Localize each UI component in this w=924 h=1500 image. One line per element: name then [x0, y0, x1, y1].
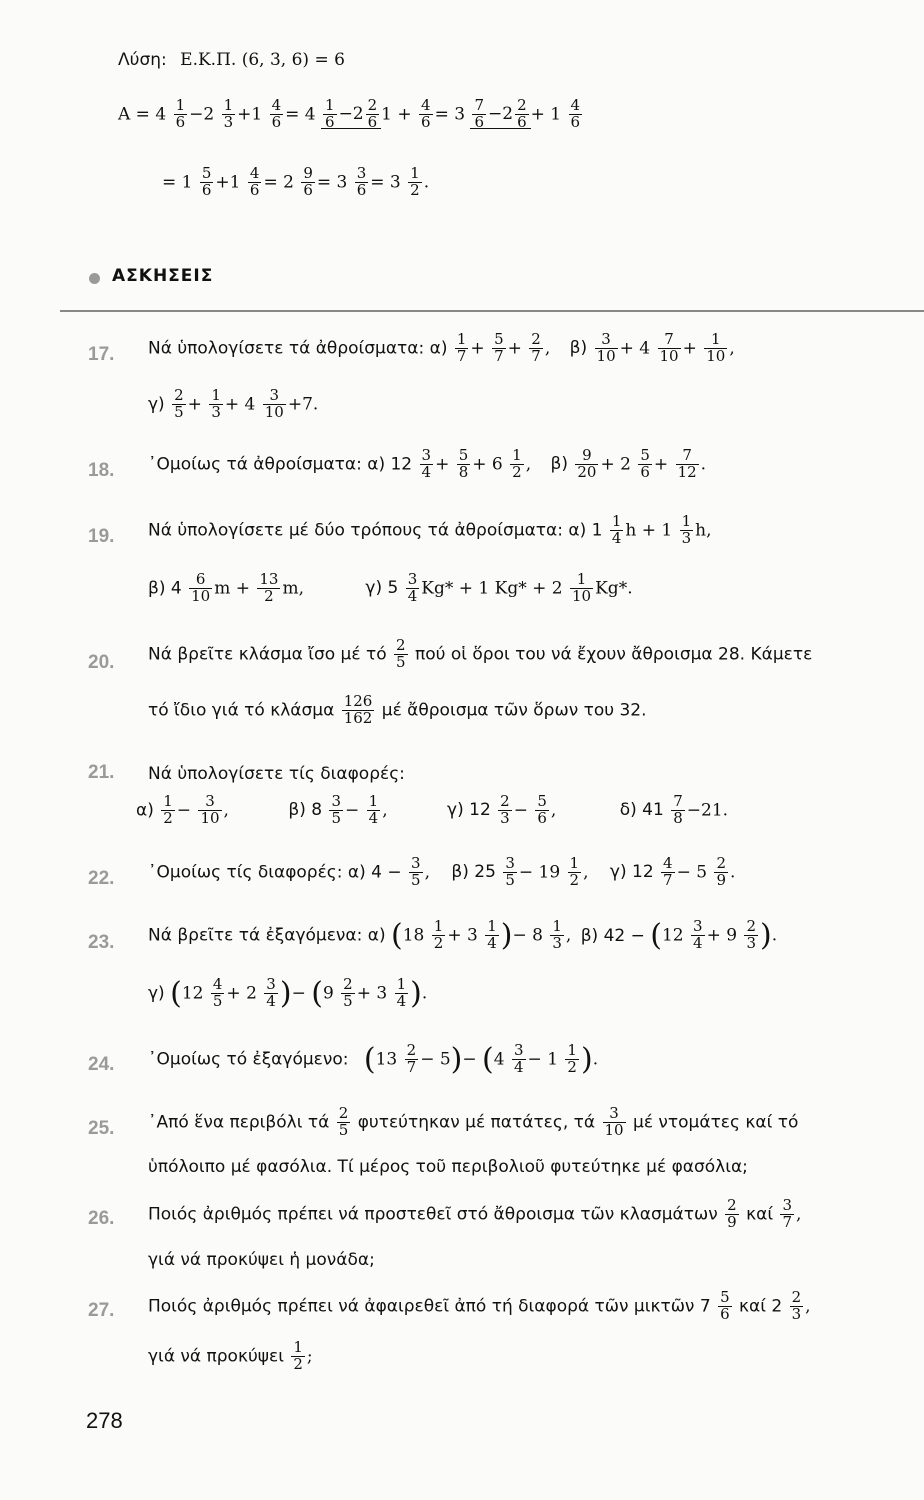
exercise-19-line-1: Νά ὑπολογίσετε μέ δύο τρόπους τά ἀθροίσματα: α) 1 $\frac{1}{4}$ h + 1 $\frac{1}{3}$ h,: [148, 512, 712, 547]
exercise-18-number: 18.: [88, 460, 115, 481]
solution-label: Λύση:: [118, 50, 167, 70]
exercise-24-line: ᾿Ομοίως τό ἐξαγόμενο: (13 $\frac{2}{7}$ − 5)− (4 $\frac{3}{4}$ − 1 $\frac{1}{2}$ ).: [148, 1041, 599, 1077]
lcm-text: Ε.Κ.Π. (6, 3, 6) = 6: [180, 50, 345, 70]
exercise-27-line-1: Ποιός ἀριθμός πρέπει νά ἀφαιρεθεῖ ἀπό τή διαφορά τῶν μικτῶν 7 $\frac{5}{6}$ καί 2 $\frac{2}{3}$ ,: [148, 1288, 811, 1323]
exercise-26-line-2: γιά νά προκύψει ἡ μονάδα;: [148, 1250, 375, 1270]
exercise-17-line-1: Νά ὑπολογίσετε τά ἀθροίσματα: α) $\frac{1}{7}$ + $\frac{5}{7}$ + $\frac{2}{7}$ , β) $\frac{3}{10}$ + 4 $\frac{7}{10}$ + $\frac{1}{10}$ ,: [148, 330, 735, 365]
page-number: 278: [86, 1408, 123, 1433]
exercise-24-number: 24.: [88, 1054, 115, 1075]
exercise-26-line-1: Ποιός ἀριθμός πρέπει νά προστεθεῖ στό ἄθροισμα τῶν κλασμάτων $\frac{2}{9}$ καί $\frac{3}{7}$ ,: [148, 1196, 802, 1231]
exercise-22-line: ᾿Ομοίως τίς διαφορές: α) 4 − $\frac{3}{5}$ , β) 25 $\frac{3}{5}$ − 19 $\frac{1}{2}$ , γ) 12 $\frac{4}{7}$ − 5 $\frac{2}{9}$ .: [148, 854, 736, 889]
exercise-26-number: 26.: [88, 1208, 115, 1229]
exercise-20-line-2: τό ἴδιο γιά τό κλάσμα $\frac{126}{162}$ μέ ἄθροισμα τῶν ὅρων του 32.: [148, 692, 647, 727]
exercise-25-line-2: ὑπόλοιπο μέ φασόλια. Τί μέρος τοῦ περιβολιοῦ φυτεύτηκε μέ φασόλια;: [148, 1157, 748, 1177]
exercise-22-number: 22.: [88, 868, 115, 889]
exercise-20-line-1: Νά βρεῖτε κλάσμα ἴσο μέ τό $\frac{2}{5}$ πού οἱ ὅροι του νά ἔχουν ἄθροισμα 28. Κάμετε: [148, 636, 813, 671]
exercise-23-number: 23.: [88, 932, 115, 953]
exercise-21-line-2: α) $\frac{1}{2}$ − $\frac{3}{10}$ , β) 8 $\frac{3}{5}$ − $\frac{1}{4}$ , γ) 12 $\frac{2}{3}$ − $\frac{5}{6}$ , δ) 41 $\frac{7}{8}$ −21.: [136, 792, 729, 827]
exercise-20-number: 20.: [88, 652, 115, 673]
exercise-18-line: ᾿Ομοίως τά ἀθροίσματα: α) 12 $\frac{3}{4}$ + $\frac{5}{8}$ + 6 $\frac{1}{2}$ , β) $\frac{9}{20}$ + 2 $\frac{5}{6}$ + $\frac{7}{12}$ .: [148, 446, 707, 481]
exercise-27-number: 27.: [88, 1300, 115, 1321]
exercise-17-line-2: γ) $\frac{2}{5}$ + $\frac{1}{3}$ + 4 $\frac{3}{10}$ +7.: [148, 386, 319, 421]
exercise-17-number: 17.: [88, 344, 115, 365]
exercise-25-number: 25.: [88, 1118, 115, 1139]
section-bullet-icon: [89, 273, 100, 284]
exercise-19-line-2: β) 4 $\frac{6}{10}$ m + $\frac{13}{2}$ m, γ) 5 $\frac{3}{4}$ Kg* + 1 Kg* + 2 $\frac{1}{10}$ Kg*.: [148, 570, 633, 605]
exercise-23-line-1: Νά βρεῖτε τά ἐξαγόμενα: α) (18 $\frac{1}{2}$ + 3 $\frac{1}{4}$ )− 8 $\frac{1}{3}$ , β) 42 − (12 $\frac{3}{4}$ + 9 $\frac{2}{3}$ ).: [148, 917, 778, 953]
section-title: ΑΣΚΗΣΕΙΣ: [112, 266, 214, 286]
exercise-21-number: 21.: [88, 762, 115, 783]
solution-line: [118, 50, 345, 70]
exercise-27-line-2: γιά νά προκύψει $\frac{1}{2}$ ;: [148, 1338, 313, 1373]
exercise-19-number: 19.: [88, 526, 115, 547]
solution-equation-2: = 1 $\frac{5}{6}$ +1 $\frac{4}{6}$ = 2 $\frac{9}{6}$ = 3 $\frac{3}{6}$ = 3 $\frac{1}{2}$ .: [162, 164, 430, 199]
exercise-21-line-1: Νά ὑπολογίσετε τίς διαφορές:: [148, 764, 405, 784]
exercise-25-line-1: ᾿Από ἕνα περιβόλι τά $\frac{2}{5}$ φυτεύτηκαν μέ πατάτες, τά $\frac{3}{10}$ μέ ντομάτες καί τό: [148, 1104, 799, 1139]
exercise-23-line-2: γ) (12 $\frac{4}{5}$ + 2 $\frac{3}{4}$ )− (9 $\frac{2}{5}$ + 3 $\frac{1}{4}$ ).: [148, 975, 428, 1011]
solution-equation-1: A = 4 $\frac{1}{6}$ −2 $\frac{1}{3}$ +1 $\frac{4}{6}$ = 4 $\frac{1}{6}$ −2 $\frac{2}{6}$ 1 + $\frac{4}{6}$ = 3 $\frac{7}{6}$ −2 $\frac{2}{6}$ + 1 $\frac{4}{6}$: [118, 96, 581, 131]
section-divider: [60, 310, 924, 312]
